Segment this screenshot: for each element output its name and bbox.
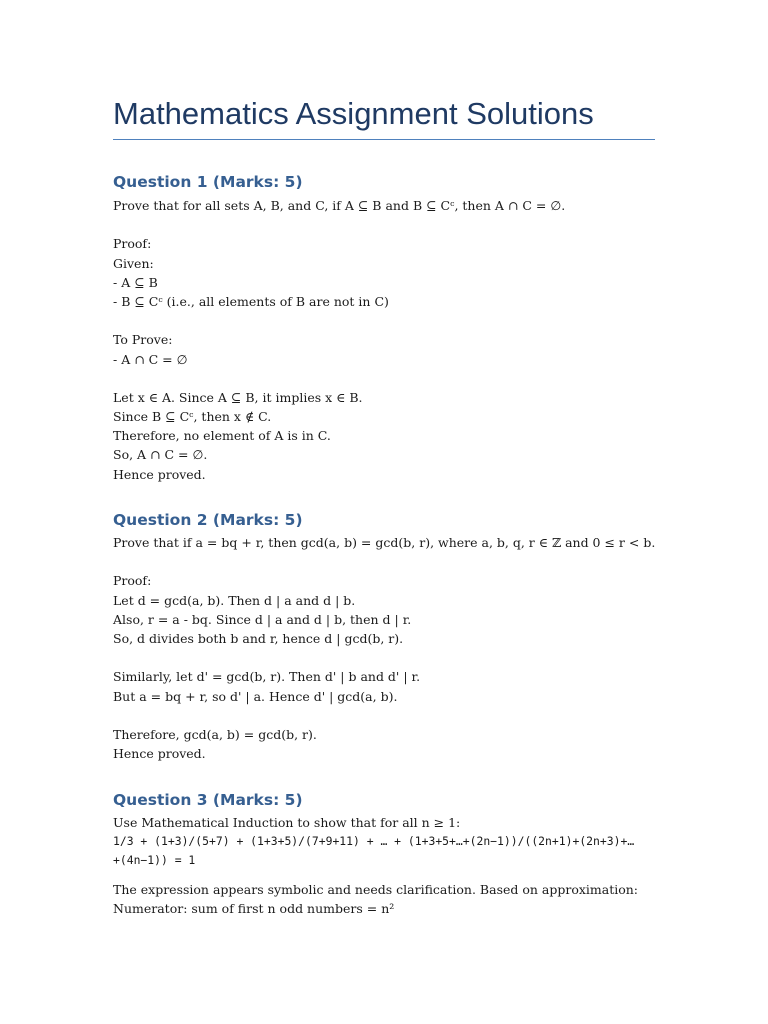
question-1-statement: Prove that for all sets A, B, and C, if A ⊆ B and B ⊆ Cᶜ, then A ∩ C = ∅.: [113, 198, 566, 213]
proof-step: Let x ∈ A. Since A ⊆ B, it implies x ∈ B.: [113, 389, 363, 405]
to-prove-label: To Prove:: [113, 332, 173, 348]
proof-conclusion: Hence proved.: [113, 746, 206, 762]
question-3-statement: Use Mathematical Induction to show that for all n ≥ 1:: [113, 815, 461, 830]
proof-step: Since B ⊆ Cᶜ, then x ∉ C.: [113, 409, 272, 425]
question-1-heading: Question 1 (Marks: 5): [113, 173, 303, 191]
question-2-body: [113, 533, 658, 763]
proof-conclusion: Hence proved.: [113, 466, 206, 482]
proof-step: So, A ∩ C = ∅.: [113, 447, 208, 463]
proof-step: Therefore, gcd(a, b) = gcd(b, r).: [113, 726, 317, 742]
proof-step: Similarly, let d' = gcd(b, r). Then d' | b and d' | r.: [113, 669, 421, 685]
question-2-statement: Prove that if a = bq + r, then gcd(a, b) = gcd(b, r), where a, b, q, r ∈ ℤ and 0 ≤ r < b.: [113, 535, 656, 550]
document-title: Mathematics Assignment Solutions: [113, 96, 594, 131]
question-3-heading: Question 3 (Marks: 5): [113, 791, 303, 809]
question-2-heading: Question 2 (Marks: 5): [113, 511, 303, 529]
clarification-note: The expression appears symbolic and needs clarification. Based on approximation:: [113, 881, 639, 897]
proof-step: Let d = gcd(a, b). Then d | a and d | b.: [113, 592, 356, 608]
proof-step: Also, r = a - bq. Since d | a and d | b, then d | r.: [113, 611, 412, 627]
to-prove-item: - A ∩ C = ∅: [113, 351, 188, 367]
proof-label: Proof:: [113, 573, 152, 589]
proof-step: Therefore, no element of A is in C.: [113, 428, 331, 444]
given-item: - A ⊆ B: [113, 274, 158, 290]
induction-expression: 1/3 + (1+3)/(5+7) + (1+3+5)/(7+9+11) + … + (1+3+5+…+(2n−1))/((2n+1)+(2n+3)+…: [113, 834, 635, 849]
question-1-body: [113, 196, 658, 484]
induction-expression-continued: +(4n−1)) = 1: [113, 853, 196, 868]
proof-step: But a = bq + r, so d' | a. Hence d' | gcd(a, b).: [113, 688, 398, 704]
given-item: - B ⊆ Cᶜ (i.e., all elements of B are not in C): [113, 293, 389, 309]
numerator-note: Numerator: sum of first n odd numbers = n²: [113, 900, 395, 916]
title-underline: [113, 139, 655, 140]
given-label: Given:: [113, 255, 154, 271]
question-3-body: [113, 813, 658, 918]
proof-label: Proof:: [113, 236, 152, 252]
proof-step: So, d divides both b and r, hence d | gcd(b, r).: [113, 630, 404, 646]
